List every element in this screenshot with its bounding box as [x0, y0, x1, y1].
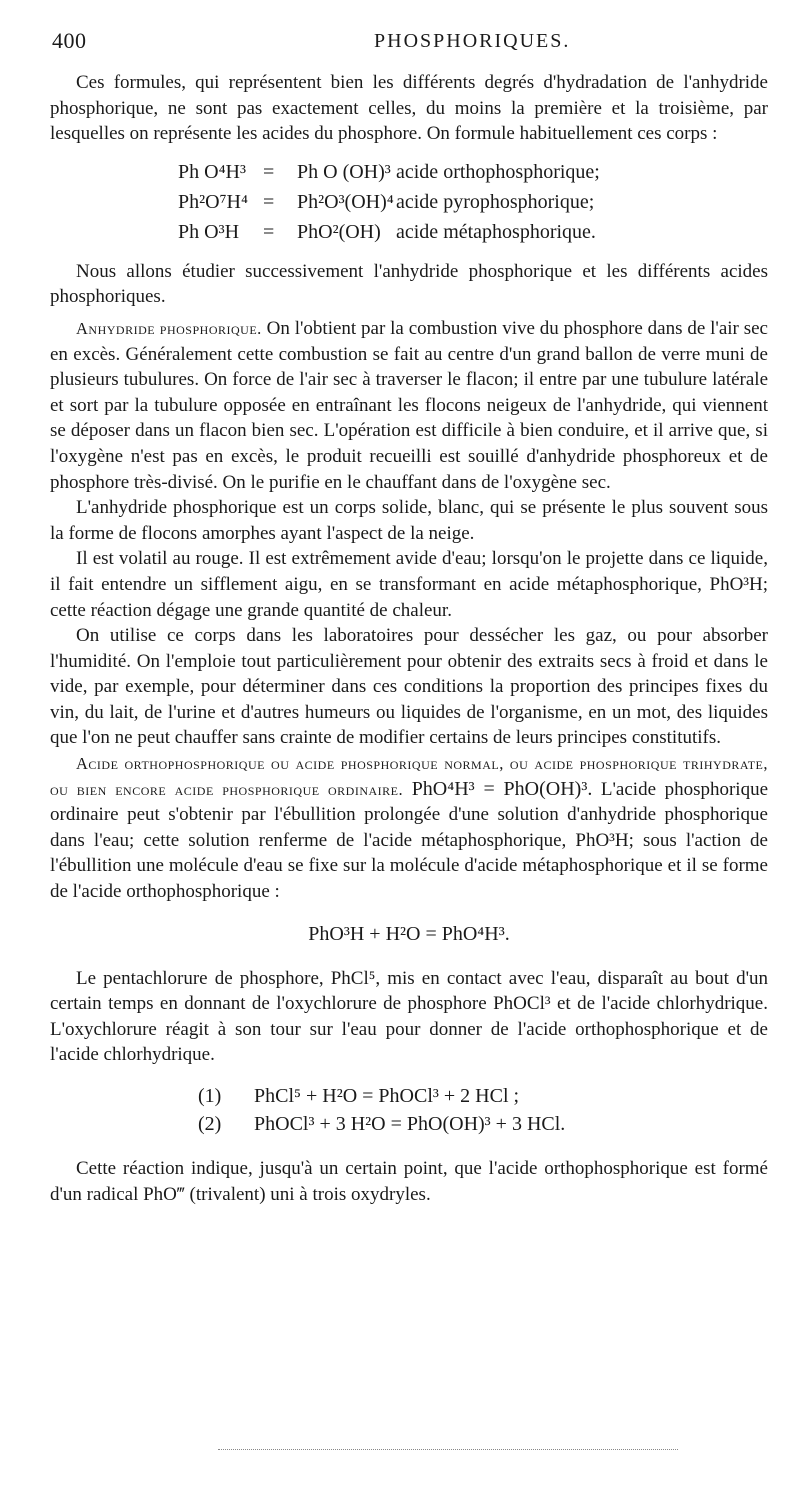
acide-formula: PhO⁴H³ = PhO(OH)³.: [411, 777, 593, 800]
paragraph-volatil: Il est volatil au rouge. Il est extrêmement avide d'eau; lorsqu'on le projette dans ce liquide, il fait entendre un sifflement aigu, en se transformant en acide métaphosphorique, PhO³H; cette réaction dégage une grande quantité de chaleur.: [50, 548, 768, 621]
paragraph-conclusion: Cette réaction indique, jusqu'à un certain point, que l'acide orthophosphorique est formé d'un radical PhO‴ (trivalent) uni à trois oxydryles.: [50, 1158, 768, 1205]
formula-structure: Ph²O³(OH)⁴: [297, 190, 394, 213]
formula-row: [178, 157, 768, 187]
reaction-equation: PhCl⁵ + H²O = PhOCl³ + 2 HCl ;: [254, 1085, 520, 1107]
formula-row: [178, 217, 768, 247]
paragraph-pentachlorure: Le pentachlorure de phosphore, PhCl⁵, mis en contact avec l'eau, disparaît au bout d'un certain temps en donnant de l'oxychlorure de phosphore PhOCl³ et de l'acide chlorhydrique. L'oxychlorure réagit à son tour sur l'eau pour donner de l'acide orthophosphorique et de l'acide chlorhydrique.: [50, 967, 768, 1066]
page-header: [52, 28, 772, 58]
formula-equals: =: [263, 160, 275, 183]
reaction-number: (2): [198, 1113, 222, 1135]
footer-rule: [218, 1449, 678, 1452]
reaction-row: [198, 1082, 768, 1110]
paragraph-anhydride-body: On l'obtient par la combustion vive du phosphore dans de l'air sec en excès. Généralement cette combustion se fait au centre d'un grand ballon de verre muni de plusieurs tubulures. On force de l'air sec à traverser le flacon; il entre par une tubulure latérale et sort par la tubulure opposée en entraînant les flocons neigeux de l'anhydride, qui viennent se déposer dans un flacon bien sec. L'opération est difficile à bien conduire, et il arrive que, si l'oxygène n'est pas en excès, le produit recueilli est souillé d'anhydride phosphoreux et de phosphore très-divisé. On le purifie en le chauffant dans de l'oxygène sec.: [50, 317, 768, 493]
section-heading-acide: Acide orthophosphorique ou acide phosphorique normal, ou acide phosphorique trihydrate, ou bien encore acide phosphorique ordinaire.: [50, 754, 768, 799]
formula-table: [178, 157, 768, 247]
hydration-equation: PhO³H + H²O = PhO⁴H³.: [308, 922, 510, 945]
section-heading-anhydride: Anhydride phosphorique.: [76, 318, 262, 338]
reaction-list: [198, 1082, 768, 1138]
paragraph-etudier: Nous allons étudier successivement l'anhydride phosphorique et les différents acides phosphoriques.: [50, 260, 768, 308]
formula-structure: Ph O (OH)³: [297, 160, 391, 183]
formula-name: acide métaphosphorique.: [396, 220, 596, 243]
paragraph-acide: [50, 751, 768, 905]
running-title: PHOSPHORIQUES.: [374, 30, 571, 52]
page-number: 400: [52, 28, 87, 53]
formula-name: acide orthophosphorique;: [396, 160, 600, 183]
paragraph-intro: Ces formules, qui représentent bien les différents degrés d'hydradation de l'anhydride phosphorique, ne sont pas exactement celles, du moins la première et la troisième, par lesquelles on représente les acides du phosphore. On formule habituellement ces corps :: [50, 72, 768, 145]
reaction-number: (1): [198, 1085, 222, 1107]
formula-raw: Ph O³H: [178, 220, 240, 243]
paragraph-solide: L'anhydride phosphorique est un corps solide, blanc, qui se présente le plus souvent sous la forme de flocons amorphes ayant l'aspect de la neige.: [50, 497, 768, 544]
formula-equals: =: [263, 190, 275, 213]
paragraph-utilise: On utilise ce corps dans les laboratoires pour dessécher les gaz, ou pour absorber l'humidité. On l'emploie tout particulièrement pour obtenir des extraits secs à froid et dans le vide, par exemple, pour déterminer dans ces conditions la proportion des principes fixes du vin, du lait, de l'urine et d'autres humeurs ou liquides de l'organisme, en un mot, des liquides que l'on ne peut chauffer sans crainte de modifier certains de leurs principes constitutifs.: [50, 625, 768, 749]
formula-row: [178, 187, 768, 217]
formula-structure: PhO²(OH): [297, 220, 381, 243]
paragraph-anhydride: [50, 316, 768, 495]
formula-equals: =: [263, 220, 275, 243]
formula-raw: Ph²O⁷H⁴: [178, 190, 248, 213]
paragraph-acide-body: L'acide phosphorique ordinaire peut s'obtenir par l'ébullition prolongée d'une solution d'anhydride phosphorique dans l'eau; cette solution renferme de l'acide métaphosphorique, PhO³H; sous l'action de l'ébullition une molécule d'eau se fixe sur la molécule d'acide métaphosphorique et il se forme de l'acide orthophosphorique :: [50, 778, 769, 903]
body-text: [50, 70, 768, 1207]
reaction-row: [198, 1110, 768, 1138]
formula-raw: Ph O⁴H³: [178, 160, 246, 183]
reaction-equation: PhOCl³ + 3 H²O = PhO(OH)³ + 3 HCl.: [254, 1113, 566, 1135]
formula-name: acide pyrophosphorique;: [396, 190, 595, 213]
